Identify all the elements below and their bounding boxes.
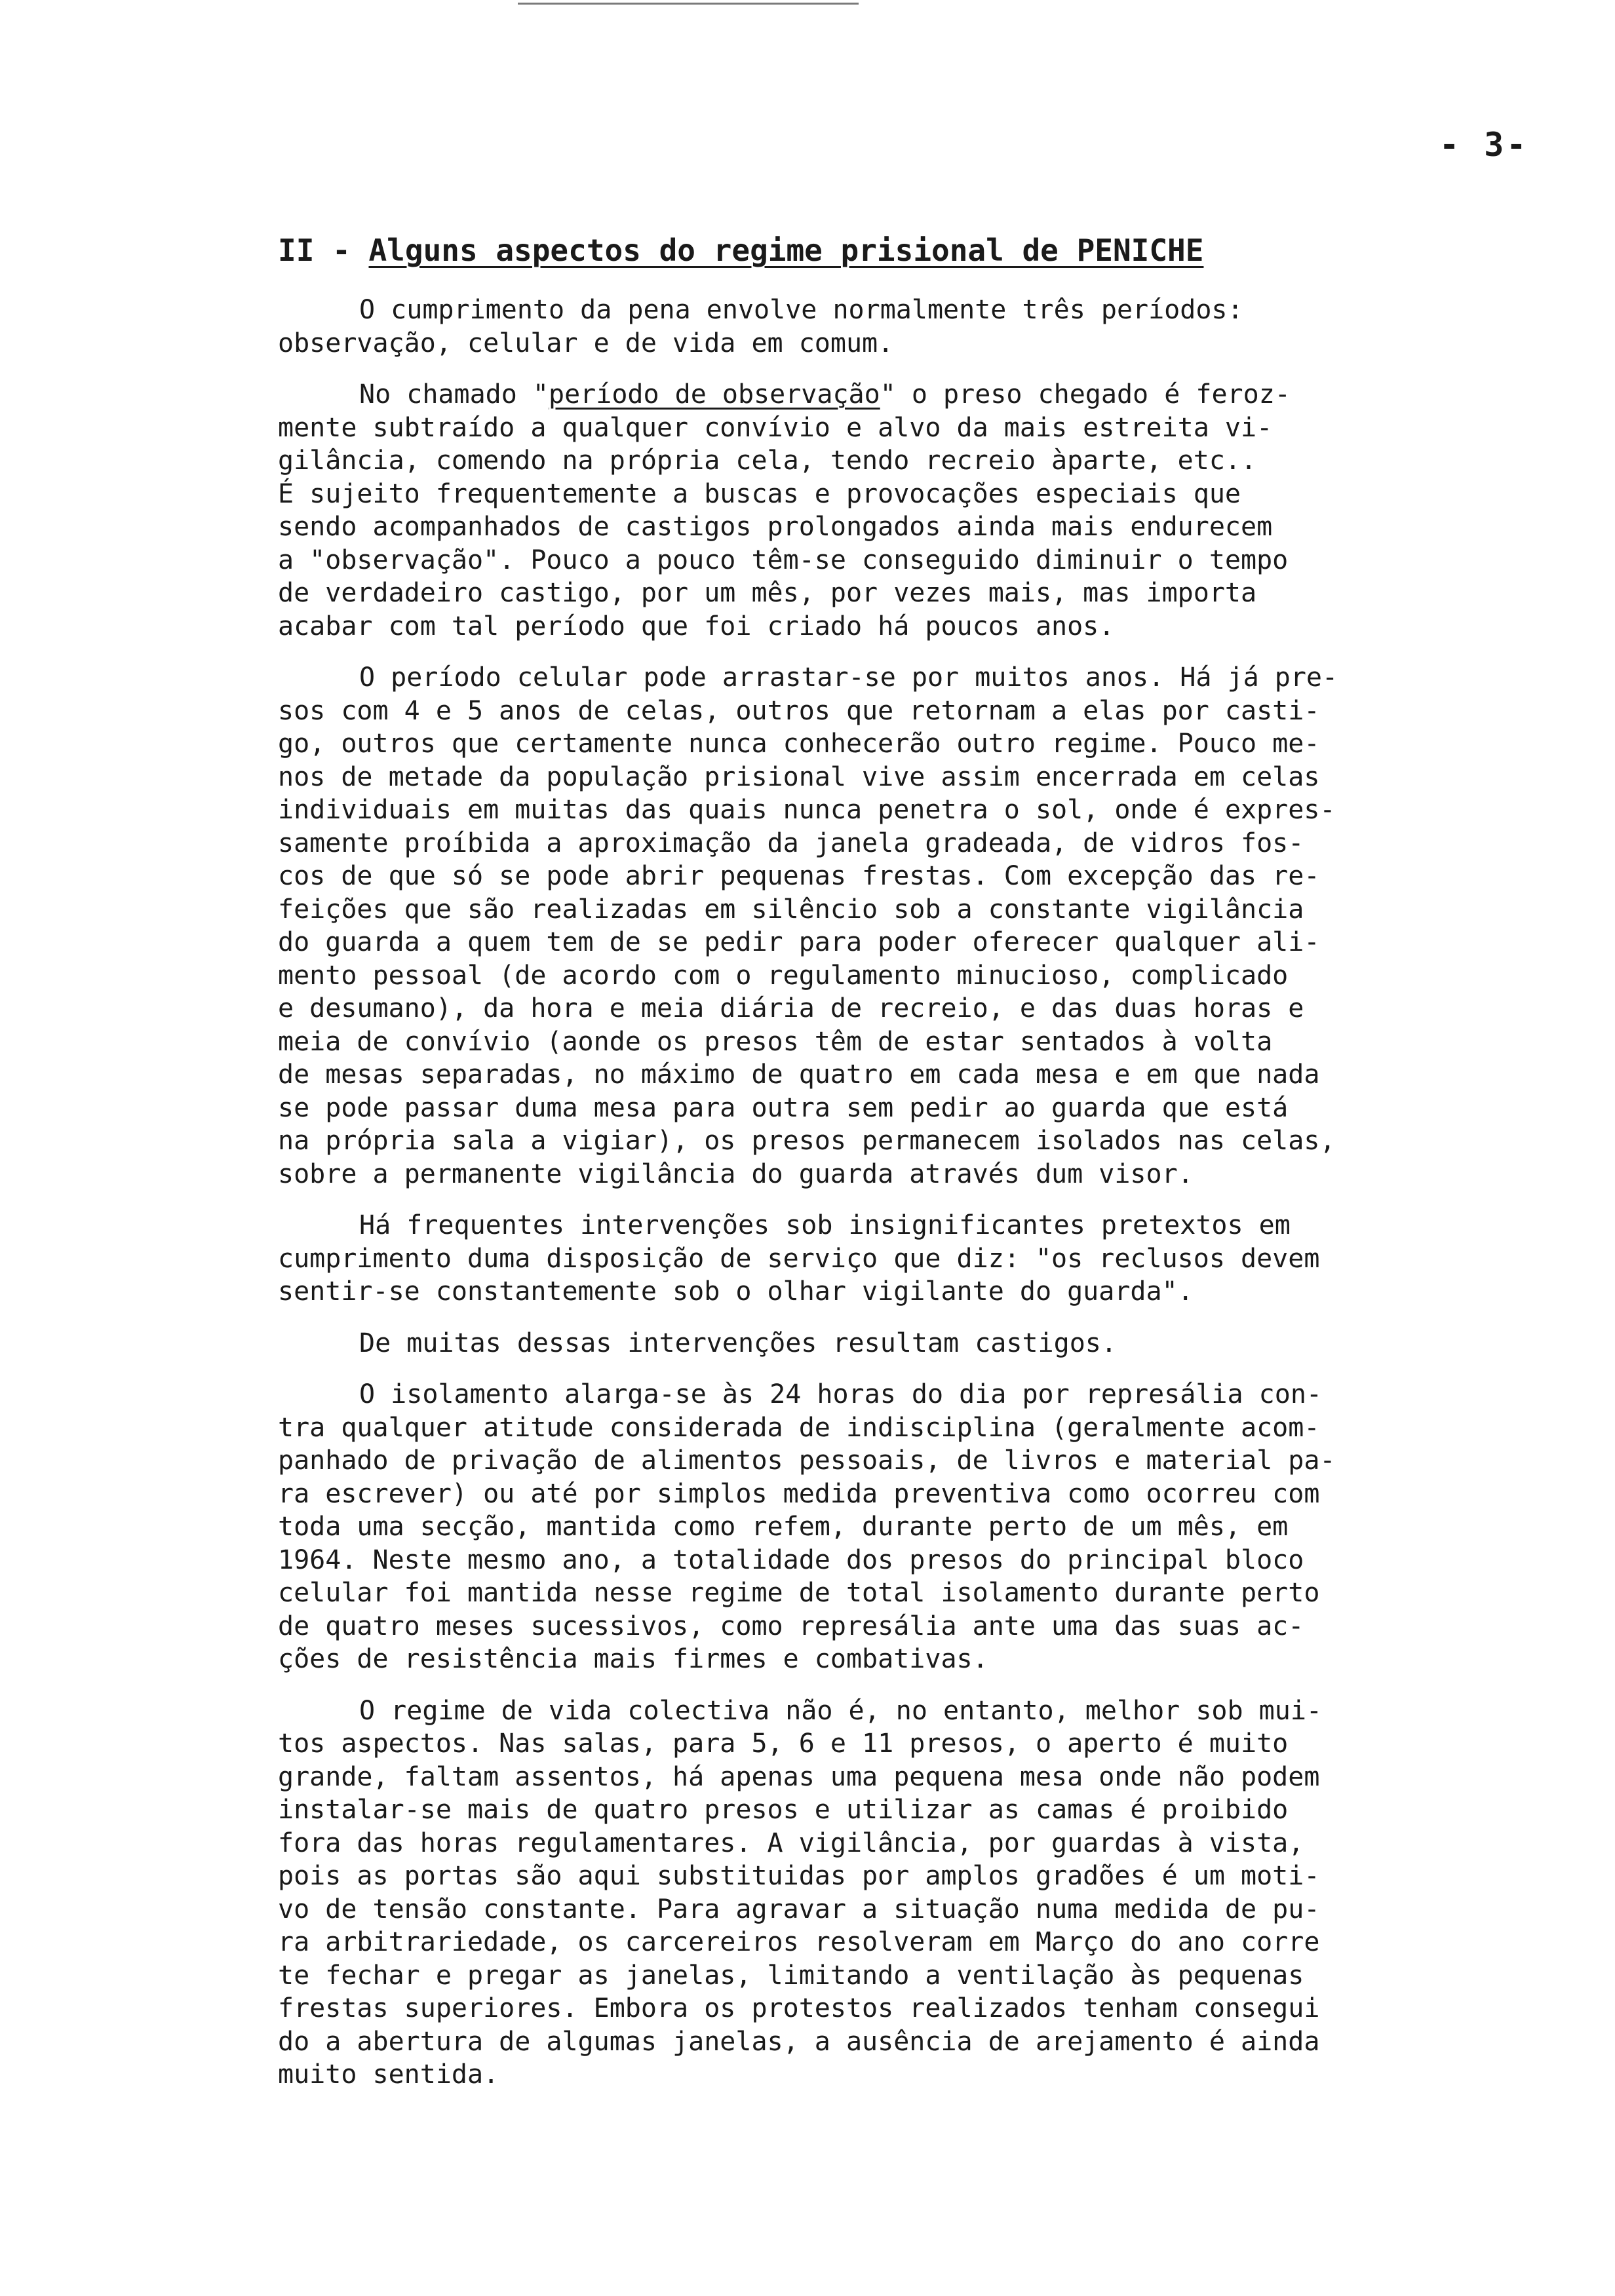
text-line: mente subtraído a qualquer convívio e alvo da mais estreita vi- (278, 412, 1273, 443)
text-line: toda uma secção, mantida como refem, durante perto de um mês, em (278, 1512, 1289, 1542)
text-line: a "observação". Pouco a pouco têm-se conseguido diminuir o tempo (278, 545, 1289, 575)
text-line: go, outros que certamente nunca conhecerão outro regime. Pouco me- (278, 729, 1320, 759)
text-line: Há frequentes intervenções sob insignificantes pretextos em (359, 1210, 1291, 1240)
text-line: pois as portas são aqui substituidas por amplos gradões é um moti- (278, 1861, 1320, 1891)
text-line: feições que são realizadas em silêncio sob a constante vigilância (278, 894, 1304, 925)
text-line: O isolamento alarga-se às 24 horas do dia por represália con- (359, 1379, 1323, 1409)
paragraph-5 (278, 1327, 1615, 1360)
section-heading (278, 233, 1203, 268)
text-line: cos de que só se pode abrir pequenas frestas. Com excepção das re- (278, 861, 1320, 891)
text-line: ções de resistência mais firmes e combativas. (278, 1644, 988, 1674)
section-numeral: II - (278, 233, 369, 268)
paragraph-4 (278, 1209, 1615, 1309)
text-line: frestas superiores. Embora os protestos realizados tenham consegui (278, 1993, 1320, 2023)
text-line: panhado de privação de alimentos pessoais, de livros e material pa- (278, 1445, 1336, 1476)
scan-artifact-rule (518, 3, 859, 5)
text-line: sentir-se constantemente sob o olhar vigilante do guarda". (278, 1276, 1194, 1307)
text-line: se pode passar duma mesa para outra sem pedir ao guarda que está (278, 1092, 1289, 1123)
text-line: instalar-se mais de quatro presos e utilizar as camas é proibido (278, 1795, 1289, 1825)
section-title: Alguns aspectos do regime prisional de PENICHE (368, 233, 1204, 268)
text-line: na própria sala a vigiar), os presos permanecem isolados nas celas, (278, 1126, 1336, 1156)
text-line: individuais em muitas das quais nunca penetra o sol, onde é expres- (278, 795, 1336, 825)
paragraph-1 (278, 294, 1615, 360)
text-line: sobre a permanente vigilância do guarda através dum visor. (278, 1158, 1194, 1189)
text-line: De muitas dessas intervenções resultam castigos. (359, 1328, 1117, 1358)
text-line: 1964. Neste mesmo ano, a totalidade dos presos do principal bloco (278, 1544, 1304, 1575)
text-line: sos com 4 e 5 anos de celas, outros que retornam a elas por casti- (278, 695, 1320, 726)
text-line: O regime de vida colectiva não é, no entanto, melhor sob mui- (359, 1695, 1323, 1726)
body-text (278, 294, 1615, 2092)
text-line: É sujeito frequentemente a buscas e provocações especiais que (278, 478, 1241, 509)
text-line: do guarda a quem tem de se pedir para poder oferecer qualquer ali- (278, 927, 1320, 957)
text-line: de quatro meses sucessivos, como represália ante uma das suas ac- (278, 1611, 1304, 1641)
text-line: tra qualquer atitude considerada de indisciplina (geralmente acom- (278, 1412, 1320, 1443)
text-line: e desumano), da hora e meia diária de recreio, e das duas horas e (278, 993, 1304, 1024)
paragraph-6 (278, 1378, 1615, 1676)
underlined-term: período de observação (548, 379, 880, 410)
text-line: observação, celular e de vida em comum. (278, 328, 894, 358)
text-line: acabar com tal período que foi criado há poucos anos. (278, 611, 1115, 641)
text-line: sendo acompanhados de castigos prolongados ainda mais endurecem (278, 512, 1273, 542)
text-line: grande, faltam assentos, há apenas uma pequena mesa onde não podem (278, 1761, 1320, 1792)
text-line: mento pessoal (de acordo com o regulamento minucioso, complicado (278, 960, 1289, 991)
text-line: de mesas separadas, no máximo de quatro em cada mesa e em que nada (278, 1060, 1320, 1090)
text-line: O período celular pode arrastar-se por muitos anos. Há já pre- (359, 662, 1338, 693)
text-line: O cumprimento da pena envolve normalmente três períodos: (359, 295, 1243, 325)
text-line: do a abertura de algumas janelas, a ausência de arejamento é ainda (278, 2026, 1320, 2057)
text-fragment: " o preso chegado é feroz- (880, 379, 1291, 410)
page-number: - 3- (1439, 126, 1529, 164)
text-line: samente proíbida a aproximação da janela gradeada, de vidros fos- (278, 828, 1304, 858)
text-fragment: No chamado " (359, 379, 549, 410)
text-line: meia de convívio (aonde os presos têm de estar sentados à volta (278, 1026, 1273, 1057)
text-line: muito sentida. (278, 2059, 499, 2090)
text-line: cumprimento duma disposição de serviço que diz: "os reclusos devem (278, 1243, 1320, 1274)
text-line: ra arbitrariedade, os carcereiros resolveram em Março do ano corre (278, 1927, 1320, 1957)
text-line: nos de metade da população prisional vive assim encerrada em celas (278, 761, 1320, 792)
text-line: fora das horas regulamentares. A vigilância, por guardas à vista, (278, 1827, 1304, 1858)
paragraph-2 (278, 378, 1615, 643)
text-line: celular foi mantida nesse regime de total isolamento durante perto (278, 1578, 1320, 1608)
text-line: ra escrever) ou até por simplos medida preventiva como ocorreu com (278, 1478, 1320, 1509)
paragraph-7 (278, 1694, 1615, 2092)
text-line (278, 378, 1615, 411)
text-line: gilância, comendo na própria cela, tendo recreio àparte, etc.. (278, 446, 1257, 476)
text-line: de verdadeiro castigo, por um mês, por vezes mais, mas importa (278, 578, 1257, 608)
text-line: vo de tensão constante. Para agravar a situação numa medida de pu- (278, 1894, 1320, 1924)
paragraph-3 (278, 661, 1615, 1191)
text-line: te fechar e pregar as janelas, limitando a ventilação às pequenas (278, 1960, 1304, 1991)
text-line: tos aspectos. Nas salas, para 5, 6 e 11 presos, o aperto é muito (278, 1729, 1289, 1759)
